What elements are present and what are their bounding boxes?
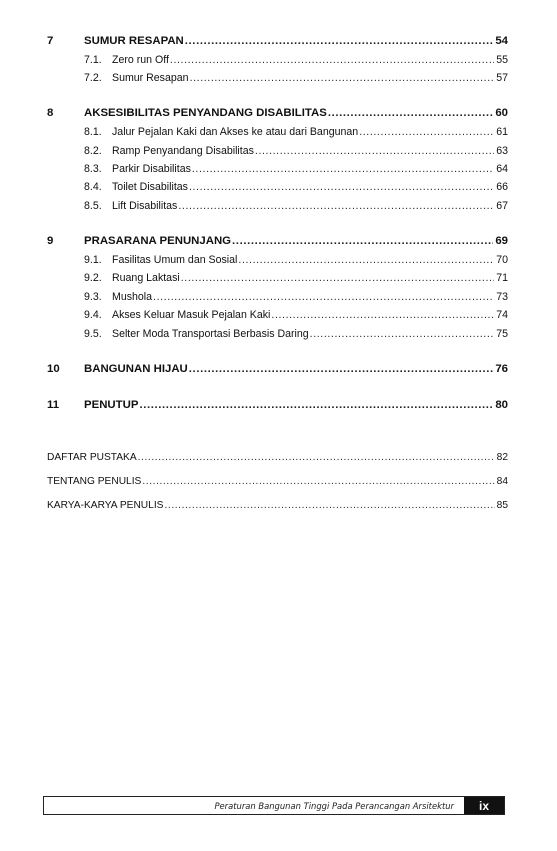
page-number: 74 bbox=[496, 309, 508, 321]
toc-section-7-1[interactable] bbox=[84, 53, 508, 69]
dot-leader bbox=[310, 327, 495, 341]
chapter-number: 11 bbox=[47, 399, 60, 411]
page-number: 70 bbox=[496, 254, 508, 266]
section-title: Fasilitas Umum dan Sosial bbox=[112, 254, 238, 266]
page-number: 67 bbox=[496, 200, 508, 212]
section-number: 8.1. bbox=[84, 126, 102, 138]
page-number: 76 bbox=[495, 363, 508, 375]
dot-leader bbox=[238, 253, 494, 267]
dot-leader bbox=[192, 162, 494, 176]
section-number: 8.5. bbox=[84, 200, 102, 212]
page-number: 73 bbox=[496, 291, 508, 303]
toc-section-9-3[interactable] bbox=[84, 290, 508, 306]
dot-leader bbox=[139, 398, 493, 412]
section-title: Ruang Laktasi bbox=[112, 272, 180, 284]
section-number: 9.4. bbox=[84, 309, 102, 321]
footer-book-title: Peraturan Bangunan Tinggi Pada Perancangan Arsitektur bbox=[214, 800, 454, 811]
page-number: 61 bbox=[496, 126, 508, 138]
section-number: 7.2. bbox=[84, 72, 102, 84]
dot-leader bbox=[359, 125, 494, 139]
page-number: 82 bbox=[496, 452, 508, 463]
section-number: 8.3. bbox=[84, 163, 102, 175]
chapter-title: AKSESIBILITAS PENYANDANG DISABILITAS bbox=[84, 107, 327, 119]
chapter-title: SUMUR RESAPAN bbox=[84, 35, 184, 47]
dot-leader bbox=[153, 290, 494, 304]
toc-chapter-8[interactable] bbox=[47, 106, 508, 122]
dot-leader bbox=[255, 144, 494, 158]
page-number: 69 bbox=[495, 235, 508, 247]
toc-section-9-1[interactable] bbox=[84, 253, 508, 269]
dot-leader bbox=[271, 308, 494, 322]
backmatter-title: DAFTAR PUSTAKA bbox=[47, 452, 137, 463]
toc-section-7-2[interactable] bbox=[84, 71, 508, 87]
toc-chapter-9[interactable] bbox=[47, 234, 508, 250]
footer-page-number: ix bbox=[464, 797, 504, 814]
toc-section-9-2[interactable] bbox=[84, 271, 508, 287]
dot-leader bbox=[189, 362, 494, 376]
section-title: Lift Disabilitas bbox=[112, 200, 178, 212]
chapter-number: 9 bbox=[47, 235, 54, 247]
toc-chapter-10[interactable] bbox=[47, 362, 508, 378]
section-number: 7.1. bbox=[84, 54, 102, 66]
section-title: Parkir Disabilitas bbox=[112, 163, 191, 175]
dot-leader bbox=[328, 106, 494, 120]
section-title: Toilet Disabilitas bbox=[112, 181, 188, 193]
page-number: 84 bbox=[496, 476, 508, 487]
section-title: Ramp Penyandang Disabilitas bbox=[112, 145, 254, 157]
section-number: 8.2. bbox=[84, 145, 102, 157]
page-number: 60 bbox=[495, 107, 508, 119]
dot-leader bbox=[142, 475, 494, 489]
chapter-number: 8 bbox=[47, 107, 54, 119]
toc-tentang-penulis[interactable] bbox=[47, 475, 508, 491]
chapter-number: 10 bbox=[47, 363, 60, 375]
page-footer bbox=[43, 796, 505, 815]
chapter-title: BANGUNAN HIJAU bbox=[84, 363, 188, 375]
toc-section-9-5[interactable] bbox=[84, 327, 508, 343]
page-number: 54 bbox=[495, 35, 508, 47]
page-number: 85 bbox=[496, 500, 508, 511]
page-number: 75 bbox=[496, 328, 508, 340]
page-number: 55 bbox=[496, 54, 508, 66]
page-number: 80 bbox=[495, 399, 508, 411]
section-title: Sumur Resapan bbox=[112, 72, 189, 84]
dot-leader bbox=[181, 271, 494, 285]
dot-leader bbox=[170, 53, 494, 67]
section-number: 9.5. bbox=[84, 328, 102, 340]
dot-leader bbox=[190, 71, 495, 85]
toc-section-8-2[interactable] bbox=[84, 144, 508, 160]
dot-leader bbox=[138, 451, 495, 465]
toc-daftar-pustaka[interactable] bbox=[47, 451, 508, 467]
page-number: 63 bbox=[496, 145, 508, 157]
dot-leader bbox=[189, 180, 494, 194]
toc-section-8-1[interactable] bbox=[84, 125, 508, 141]
toc-karya-karya-penulis[interactable] bbox=[47, 499, 508, 515]
dot-leader bbox=[232, 234, 493, 248]
section-title: Mushola bbox=[112, 291, 153, 303]
toc-section-8-3[interactable] bbox=[84, 162, 508, 178]
toc-section-8-4[interactable] bbox=[84, 180, 508, 196]
section-title: Jalur Pejalan Kaki dan Akses ke atau dari Bangunan bbox=[112, 126, 359, 138]
page-number: 57 bbox=[496, 72, 508, 84]
toc-section-9-4[interactable] bbox=[84, 308, 508, 324]
section-number: 9.2. bbox=[84, 272, 102, 284]
section-title: Selter Moda Transportasi Berbasis Daring bbox=[112, 328, 309, 340]
section-title: Akses Keluar Masuk Pejalan Kaki bbox=[112, 309, 271, 321]
section-number: 9.1. bbox=[84, 254, 102, 266]
toc-chapter-7[interactable] bbox=[47, 34, 508, 50]
chapter-number: 7 bbox=[47, 35, 54, 47]
page-number: 66 bbox=[496, 181, 508, 193]
section-title: Zero run Off bbox=[112, 54, 169, 66]
chapter-title: PENUTUP bbox=[84, 399, 139, 411]
chapter-title: PRASARANA PENUNJANG bbox=[84, 235, 232, 247]
section-number: 8.4. bbox=[84, 181, 102, 193]
toc-chapter-11[interactable] bbox=[47, 398, 508, 414]
dot-leader bbox=[164, 499, 494, 513]
dot-leader bbox=[185, 34, 494, 48]
section-number: 9.3. bbox=[84, 291, 102, 303]
page-number: 71 bbox=[496, 272, 508, 284]
page-number: 64 bbox=[496, 163, 508, 175]
backmatter-title: TENTANG PENULIS bbox=[47, 476, 142, 487]
backmatter-title: KARYA-KARYA PENULIS bbox=[47, 500, 164, 511]
toc-section-8-5[interactable] bbox=[84, 199, 508, 215]
dot-leader bbox=[178, 199, 494, 213]
